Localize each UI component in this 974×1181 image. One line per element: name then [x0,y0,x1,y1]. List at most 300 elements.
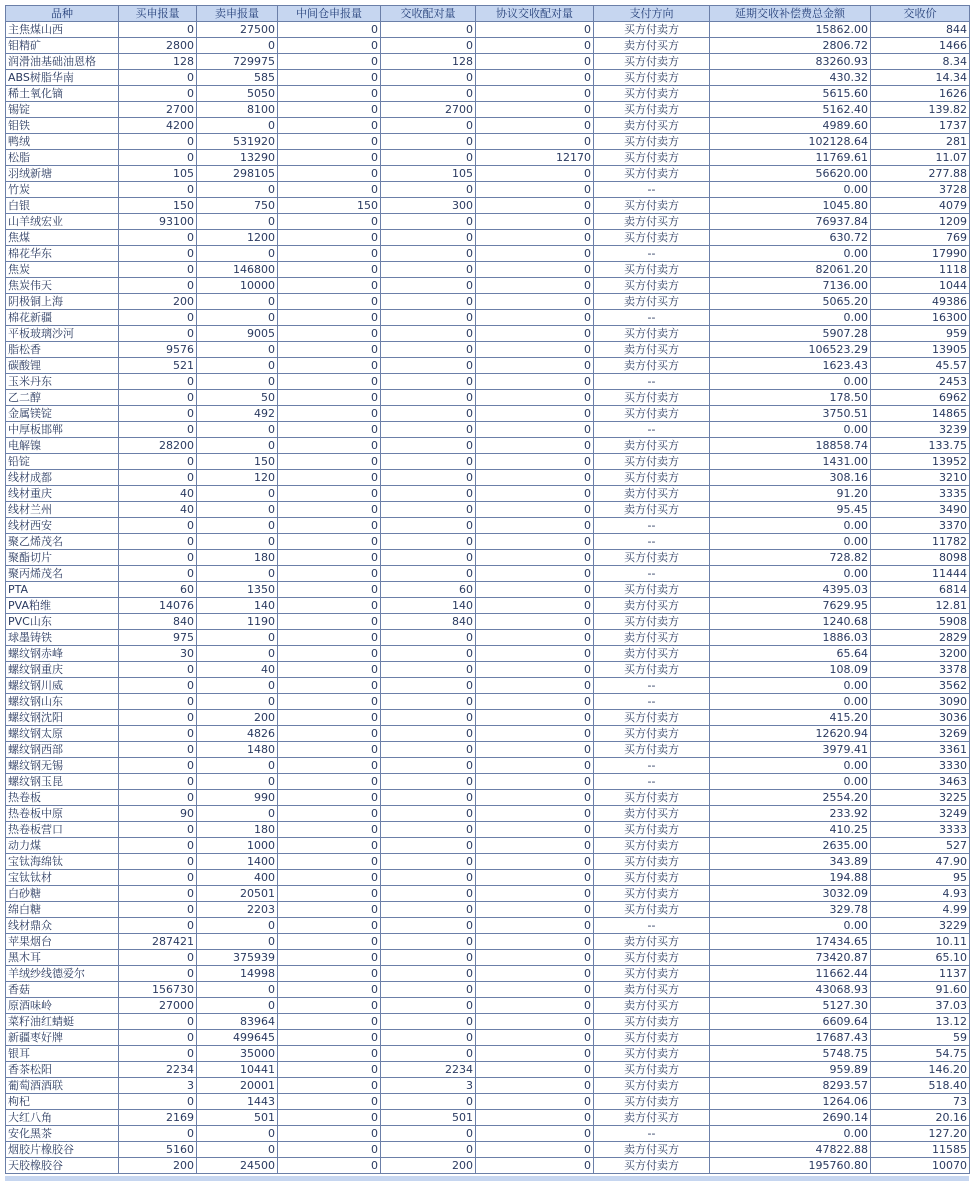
delivery-price-cell: 4079 [871,198,970,214]
delivery-price-cell: 844 [871,22,970,38]
buy-quantity-cell: 0 [119,1094,197,1110]
buy-quantity-cell: 30 [119,646,197,662]
delivery-price-cell: 10.11 [871,934,970,950]
sell-quantity-cell: 0 [197,694,278,710]
compensation-cell: 0.00 [710,182,871,198]
table-row [6,582,970,598]
delivery-price-cell: 146.20 [871,1062,970,1078]
variety-cell: 稀土氧化镝 [6,86,119,102]
delivery-price-cell: 59 [871,1030,970,1046]
matched-quantity-cell: 0 [381,758,476,774]
buy-quantity-cell: 2169 [119,1110,197,1126]
intermediate-quantity-cell: 0 [278,566,381,582]
agreement-matched-cell: 0 [476,678,594,694]
matched-quantity-cell: 0 [381,630,476,646]
sell-quantity-cell: 0 [197,38,278,54]
intermediate-quantity-cell: 150 [278,198,381,214]
buy-quantity-cell: 0 [119,134,197,150]
matched-quantity-cell: 0 [381,902,476,918]
compensation-cell: 630.72 [710,230,871,246]
variety-cell: 动力煤 [6,838,119,854]
payment-direction-cell: 买方付卖方 [594,70,710,86]
sell-quantity-cell: 0 [197,1142,278,1158]
matched-quantity-cell: 0 [381,502,476,518]
payment-direction-cell: 买方付卖方 [594,1046,710,1062]
delivery-price-cell: 1737 [871,118,970,134]
table-row [6,1078,970,1094]
delivery-price-cell: 37.03 [871,998,970,1014]
buy-quantity-cell: 0 [119,758,197,774]
variety-cell: 热卷板营口 [6,822,119,838]
variety-cell: 钼铁 [6,118,119,134]
agreement-matched-cell: 0 [476,1110,594,1126]
buy-quantity-cell: 200 [119,294,197,310]
payment-direction-cell: -- [594,758,710,774]
agreement-matched-cell: 0 [476,790,594,806]
sell-quantity-cell: 1000 [197,838,278,854]
compensation-cell: 18858.74 [710,438,871,454]
table-row [6,742,970,758]
delivery-price-cell: 73 [871,1094,970,1110]
table-row [6,806,970,822]
buy-quantity-cell: 28200 [119,438,197,454]
sell-quantity-cell: 0 [197,678,278,694]
agreement-matched-cell: 0 [476,1014,594,1030]
matched-quantity-cell: 0 [381,390,476,406]
buy-quantity-cell: 2700 [119,102,197,118]
compensation-cell: 11769.61 [710,150,871,166]
payment-direction-cell: 买方付卖方 [594,1158,710,1174]
variety-cell: 原酒味岭 [6,998,119,1014]
intermediate-quantity-cell: 0 [278,630,381,646]
table-row [6,1094,970,1110]
delivery-price-cell: 3378 [871,662,970,678]
agreement-matched-cell: 0 [476,70,594,86]
compensation-cell: 6609.64 [710,1014,871,1030]
intermediate-quantity-cell: 0 [278,374,381,390]
sell-quantity-cell: 0 [197,774,278,790]
table-row [6,1158,970,1174]
variety-cell: 山羊绒宏业 [6,214,119,230]
delivery-price-cell: 47.90 [871,854,970,870]
buy-quantity-cell: 0 [119,470,197,486]
delivery-price-cell: 527 [871,838,970,854]
intermediate-quantity-cell: 0 [278,422,381,438]
variety-cell: 黑木耳 [6,950,119,966]
matched-quantity-cell: 0 [381,374,476,390]
buy-quantity-cell: 156730 [119,982,197,998]
sell-quantity-cell: 0 [197,982,278,998]
sell-quantity-cell: 40 [197,662,278,678]
variety-cell: 鸭绒 [6,134,119,150]
sell-quantity-cell: 0 [197,518,278,534]
agreement-matched-cell: 0 [476,454,594,470]
sell-quantity-cell: 120 [197,470,278,486]
payment-direction-cell: 买方付卖方 [594,102,710,118]
compensation-cell: 194.88 [710,870,871,886]
variety-cell: ABS树脂华南 [6,70,119,86]
buy-quantity-cell: 0 [119,230,197,246]
payment-direction-cell: 买方付卖方 [594,950,710,966]
variety-cell: 主焦煤山西 [6,22,119,38]
table-row [6,1110,970,1126]
agreement-matched-cell: 0 [476,502,594,518]
sell-quantity-cell: 298105 [197,166,278,182]
buy-quantity-cell: 0 [119,886,197,902]
delivery-price-cell: 49386 [871,294,970,310]
delivery-price-cell: 3463 [871,774,970,790]
intermediate-quantity-cell: 0 [278,742,381,758]
table-row [6,102,970,118]
agreement-matched-cell: 0 [476,422,594,438]
delivery-price-cell: 518.40 [871,1078,970,1094]
agreement-matched-cell: 0 [476,1062,594,1078]
table-body [6,22,970,1174]
agreement-matched-cell: 0 [476,406,594,422]
variety-cell: 润滑油基础油恩格 [6,54,119,70]
compensation-cell: 1431.00 [710,454,871,470]
intermediate-quantity-cell: 0 [278,598,381,614]
agreement-matched-cell: 0 [476,182,594,198]
intermediate-quantity-cell: 0 [278,454,381,470]
buy-quantity-cell: 0 [119,1030,197,1046]
delivery-price-cell: 6962 [871,390,970,406]
table-row [6,486,970,502]
payment-direction-cell: 卖方付买方 [594,438,710,454]
agreement-matched-cell: 0 [476,342,594,358]
agreement-matched-cell: 0 [476,838,594,854]
payment-direction-cell: 买方付卖方 [594,326,710,342]
compensation-cell: 7629.95 [710,598,871,614]
variety-cell: 棉花华东 [6,246,119,262]
table-row [6,1126,970,1142]
delivery-price-cell: 1137 [871,966,970,982]
table-row [6,710,970,726]
compensation-cell: 4395.03 [710,582,871,598]
table-row [6,758,970,774]
delivery-price-cell: 139.82 [871,102,970,118]
payment-direction-cell: 买方付卖方 [594,22,710,38]
agreement-matched-cell: 0 [476,214,594,230]
matched-quantity-cell: 0 [381,118,476,134]
matched-quantity-cell: 2234 [381,1062,476,1078]
delivery-price-cell: 11782 [871,534,970,550]
footer-band [5,1176,969,1181]
matched-quantity-cell: 0 [381,950,476,966]
intermediate-quantity-cell: 0 [278,342,381,358]
matched-quantity-cell: 0 [381,566,476,582]
matched-quantity-cell: 0 [381,182,476,198]
payment-direction-cell: 买方付卖方 [594,742,710,758]
table-row [6,326,970,342]
variety-cell: 锡锭 [6,102,119,118]
table-row [6,598,970,614]
compensation-cell: 0.00 [710,534,871,550]
variety-cell: 聚丙烯茂名 [6,566,119,582]
payment-direction-cell: 买方付卖方 [594,470,710,486]
matched-quantity-cell: 0 [381,518,476,534]
sell-quantity-cell: 2203 [197,902,278,918]
buy-quantity-cell: 4200 [119,118,197,134]
table-row [6,694,970,710]
buy-quantity-cell: 5160 [119,1142,197,1158]
compensation-cell: 43068.93 [710,982,871,998]
buy-quantity-cell: 0 [119,182,197,198]
intermediate-quantity-cell: 0 [278,822,381,838]
delivery-price-cell: 1626 [871,86,970,102]
delivery-price-cell: 65.10 [871,950,970,966]
intermediate-quantity-cell: 0 [278,870,381,886]
payment-direction-cell: 买方付卖方 [594,966,710,982]
compensation-cell: 11662.44 [710,966,871,982]
delivery-price-cell: 959 [871,326,970,342]
payment-direction-cell: 买方付卖方 [594,198,710,214]
intermediate-quantity-cell: 0 [278,1126,381,1142]
matched-quantity-cell: 0 [381,806,476,822]
delivery-price-cell: 10070 [871,1158,970,1174]
buy-quantity-cell: 27000 [119,998,197,1014]
payment-direction-cell: -- [594,246,710,262]
variety-cell: 热卷板中原 [6,806,119,822]
matched-quantity-cell: 0 [381,246,476,262]
payment-direction-cell: -- [594,694,710,710]
compensation-cell: 7136.00 [710,278,871,294]
compensation-cell: 3032.09 [710,886,871,902]
matched-quantity-cell: 0 [381,1126,476,1142]
delivery-price-cell: 3361 [871,742,970,758]
delivery-price-cell: 13.12 [871,1014,970,1030]
agreement-matched-cell: 0 [476,278,594,294]
intermediate-quantity-cell: 0 [278,950,381,966]
delivery-price-cell: 3036 [871,710,970,726]
delivery-price-cell: 17990 [871,246,970,262]
payment-direction-cell: -- [594,534,710,550]
matched-quantity-cell: 0 [381,774,476,790]
agreement-matched-cell: 0 [476,694,594,710]
agreement-matched-cell: 0 [476,758,594,774]
agreement-matched-cell: 0 [476,38,594,54]
table-row [6,822,970,838]
delivery-price-cell: 2829 [871,630,970,646]
table-row [6,1046,970,1062]
payment-direction-cell: -- [594,182,710,198]
variety-cell: 竹炭 [6,182,119,198]
payment-direction-cell: 买方付卖方 [594,54,710,70]
compensation-cell: 2690.14 [710,1110,871,1126]
matched-quantity-cell: 0 [381,262,476,278]
intermediate-quantity-cell: 0 [278,182,381,198]
intermediate-quantity-cell: 0 [278,278,381,294]
variety-cell: 烟胶片橡胶谷 [6,1142,119,1158]
table-row [6,1014,970,1030]
payment-direction-cell: 买方付卖方 [594,886,710,902]
col-header-sell-quantity: 卖申报量 [197,6,278,22]
sell-quantity-cell: 9005 [197,326,278,342]
matched-quantity-cell: 3 [381,1078,476,1094]
delivery-price-cell: 11585 [871,1142,970,1158]
matched-quantity-cell: 0 [381,86,476,102]
table-row [6,614,970,630]
intermediate-quantity-cell: 0 [278,86,381,102]
compensation-cell: 102128.64 [710,134,871,150]
variety-cell: 安化黑茶 [6,1126,119,1142]
delivery-price-cell: 11.07 [871,150,970,166]
delivery-price-cell: 12.81 [871,598,970,614]
delivery-price-cell: 1044 [871,278,970,294]
sell-quantity-cell: 1190 [197,614,278,630]
table-row [6,982,970,998]
payment-direction-cell: 买方付卖方 [594,838,710,854]
intermediate-quantity-cell: 0 [278,486,381,502]
sell-quantity-cell: 0 [197,630,278,646]
agreement-matched-cell: 0 [476,902,594,918]
variety-cell: 焦煤 [6,230,119,246]
intermediate-quantity-cell: 0 [278,886,381,902]
payment-direction-cell: -- [594,918,710,934]
matched-quantity-cell: 0 [381,790,476,806]
intermediate-quantity-cell: 0 [278,582,381,598]
table-row [6,774,970,790]
delivery-price-cell: 1466 [871,38,970,54]
sell-quantity-cell: 501 [197,1110,278,1126]
intermediate-quantity-cell: 0 [278,534,381,550]
table-row [6,998,970,1014]
buy-quantity-cell: 0 [119,406,197,422]
matched-quantity-cell: 0 [381,454,476,470]
matched-quantity-cell: 0 [381,966,476,982]
table-row [6,678,970,694]
matched-quantity-cell: 0 [381,678,476,694]
table-row [6,902,970,918]
buy-quantity-cell: 0 [119,870,197,886]
matched-quantity-cell: 0 [381,998,476,1014]
variety-cell: 平板玻璃沙河 [6,326,119,342]
intermediate-quantity-cell: 0 [278,678,381,694]
agreement-matched-cell: 0 [476,358,594,374]
compensation-cell: 82061.20 [710,262,871,278]
sell-quantity-cell: 13290 [197,150,278,166]
sell-quantity-cell: 24500 [197,1158,278,1174]
table-row [6,38,970,54]
table-row [6,790,970,806]
agreement-matched-cell: 0 [476,470,594,486]
variety-cell: 热卷板 [6,790,119,806]
sell-quantity-cell: 0 [197,182,278,198]
delivery-price-cell: 2453 [871,374,970,390]
sell-quantity-cell: 0 [197,502,278,518]
intermediate-quantity-cell: 0 [278,1142,381,1158]
buy-quantity-cell: 0 [119,950,197,966]
variety-cell: 松脂 [6,150,119,166]
compensation-cell: 108.09 [710,662,871,678]
matched-quantity-cell: 0 [381,646,476,662]
agreement-matched-cell: 0 [476,534,594,550]
sell-quantity-cell: 0 [197,534,278,550]
delivery-price-cell: 4.93 [871,886,970,902]
matched-quantity-cell: 0 [381,134,476,150]
matched-quantity-cell: 0 [381,1046,476,1062]
matched-quantity-cell: 0 [381,534,476,550]
sell-quantity-cell: 0 [197,806,278,822]
delivery-price-cell: 3200 [871,646,970,662]
sell-quantity-cell: 990 [197,790,278,806]
matched-quantity-cell: 0 [381,1014,476,1030]
variety-cell: 羊绒纱线德爱尔 [6,966,119,982]
buy-quantity-cell: 0 [119,774,197,790]
intermediate-quantity-cell: 0 [278,774,381,790]
compensation-cell: 106523.29 [710,342,871,358]
delivery-price-cell: 3210 [871,470,970,486]
variety-cell: 乙二醇 [6,390,119,406]
matched-quantity-cell: 128 [381,54,476,70]
compensation-cell: 5748.75 [710,1046,871,1062]
table-row [6,518,970,534]
matched-quantity-cell: 0 [381,326,476,342]
buy-quantity-cell: 0 [119,1046,197,1062]
sell-quantity-cell: 0 [197,358,278,374]
sell-quantity-cell: 0 [197,934,278,950]
sell-quantity-cell: 0 [197,1126,278,1142]
buy-quantity-cell: 128 [119,54,197,70]
table-row [6,966,970,982]
payment-direction-cell: 卖方付买方 [594,982,710,998]
intermediate-quantity-cell: 0 [278,790,381,806]
sell-quantity-cell: 400 [197,870,278,886]
table-row [6,886,970,902]
sell-quantity-cell: 585 [197,70,278,86]
variety-cell: 碳酸锂 [6,358,119,374]
compensation-cell: 5907.28 [710,326,871,342]
matched-quantity-cell: 60 [381,582,476,598]
payment-direction-cell: 买方付卖方 [594,726,710,742]
compensation-cell: 91.20 [710,486,871,502]
sell-quantity-cell: 180 [197,822,278,838]
matched-quantity-cell: 0 [381,150,476,166]
delivery-price-cell: 3330 [871,758,970,774]
table-row [6,230,970,246]
matched-quantity-cell: 0 [381,278,476,294]
compensation-cell: 0.00 [710,310,871,326]
compensation-cell: 0.00 [710,774,871,790]
variety-cell: 螺纹钢无锡 [6,758,119,774]
variety-cell: 聚乙烯茂名 [6,534,119,550]
intermediate-quantity-cell: 0 [278,102,381,118]
table-row [6,310,970,326]
payment-direction-cell: 卖方付买方 [594,118,710,134]
agreement-matched-cell: 0 [476,246,594,262]
sell-quantity-cell: 5050 [197,86,278,102]
table-row [6,22,970,38]
delivery-price-cell: 6814 [871,582,970,598]
delivery-price-cell: 3490 [871,502,970,518]
matched-quantity-cell: 501 [381,1110,476,1126]
agreement-matched-cell: 12170 [476,150,594,166]
table-row [6,550,970,566]
payment-direction-cell: 卖方付买方 [594,806,710,822]
buy-quantity-cell: 0 [119,1014,197,1030]
intermediate-quantity-cell: 0 [278,390,381,406]
buy-quantity-cell: 0 [119,246,197,262]
payment-direction-cell: -- [594,374,710,390]
agreement-matched-cell: 0 [476,742,594,758]
delivery-price-cell: 127.20 [871,1126,970,1142]
sell-quantity-cell: 0 [197,310,278,326]
variety-cell: 羽绒新塘 [6,166,119,182]
compensation-cell: 73420.87 [710,950,871,966]
variety-cell: 聚酯切片 [6,550,119,566]
table-header-row [6,6,970,22]
sell-quantity-cell: 180 [197,550,278,566]
